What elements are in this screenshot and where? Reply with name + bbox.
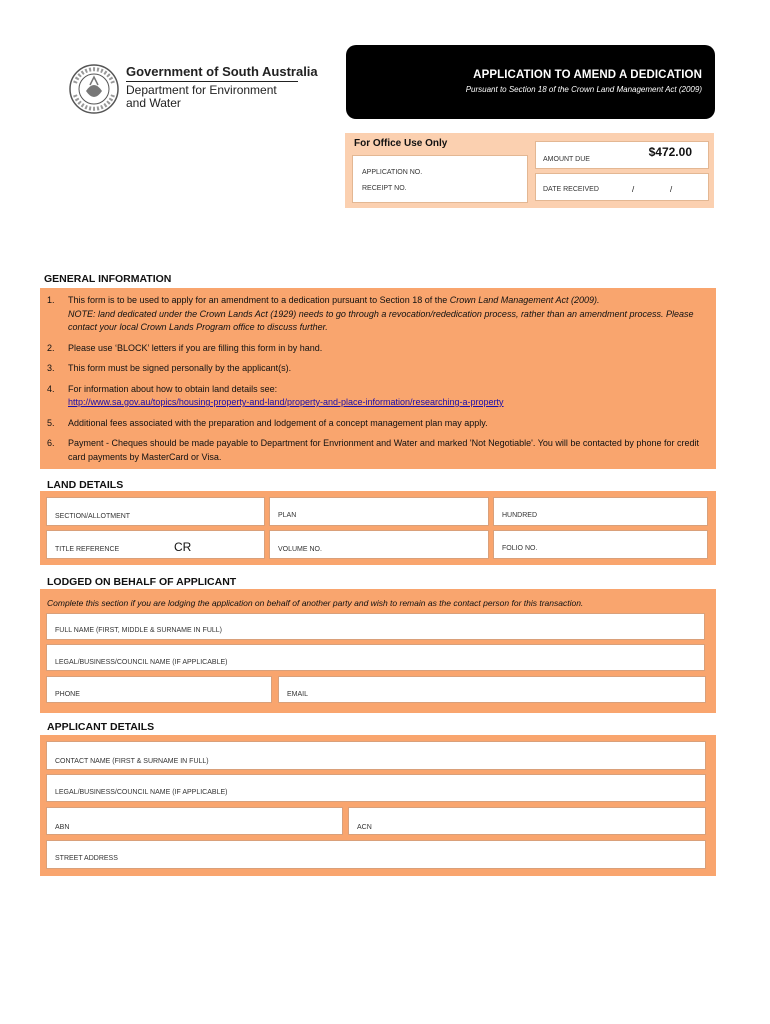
amount-due-label: AMOUNT DUE bbox=[543, 156, 590, 163]
section-allotment-label: SECTION/ALLOTMENT bbox=[55, 513, 131, 520]
receipt-no-label: RECEIPT NO. bbox=[362, 185, 407, 192]
list-item bbox=[47, 383, 708, 410]
general-information-panel bbox=[40, 288, 716, 469]
land-details-panel bbox=[40, 491, 716, 565]
phone-field[interactable] bbox=[46, 676, 272, 703]
list-text: For information about how to obtain land details see: bbox=[68, 383, 278, 394]
applicant-legal-name-field[interactable] bbox=[46, 774, 706, 802]
list-text-italic: Crown Land Management Act (2009). bbox=[449, 295, 600, 305]
section-allotment-field[interactable] bbox=[46, 497, 265, 526]
date-received-label: DATE RECEIVED bbox=[543, 186, 599, 193]
form-title: APPLICATION TO AMEND A DEDICATION bbox=[473, 69, 702, 81]
form-title-banner bbox=[346, 45, 715, 119]
list-number: 5. bbox=[47, 417, 55, 428]
list-text: This form is to be used to apply for an amendment to a dedication pursuant to Section 18 of the bbox=[68, 295, 450, 305]
acn-label: ACN bbox=[357, 824, 372, 831]
list-number: 4. bbox=[47, 383, 55, 394]
abn-field[interactable] bbox=[46, 807, 343, 835]
list-item bbox=[47, 342, 708, 356]
sa-government-seal-icon bbox=[68, 63, 120, 115]
list-item bbox=[47, 417, 708, 431]
list-note: NOTE: land dedicated under the Crown Lands Act (1929) needs to go through a revocation/rededication process, rather than an amendment process. Please contact your local Crown Lands Program office to discuss further. bbox=[68, 308, 694, 332]
date-separator: / bbox=[670, 185, 673, 194]
legal-business-name-field[interactable] bbox=[46, 644, 705, 671]
list-number: 2. bbox=[47, 342, 55, 353]
volume-label: VOLUME NO. bbox=[278, 546, 322, 553]
acn-field[interactable] bbox=[348, 807, 706, 835]
government-name: Government of South Australia bbox=[126, 64, 318, 79]
applicant-details-panel bbox=[40, 735, 716, 876]
amount-due-field[interactable] bbox=[535, 141, 709, 169]
plan-label: PLAN bbox=[278, 512, 297, 519]
general-information-heading: GENERAL INFORMATION bbox=[44, 273, 172, 285]
list-text: This form must be signed personally by the applicant(s). bbox=[68, 363, 292, 373]
legal-business-name-label: LEGAL/BUSINESS/COUNCIL NAME (IF APPLICABLE) bbox=[55, 659, 228, 666]
application-no-label: APPLICATION NO. bbox=[362, 169, 423, 176]
lodged-on-behalf-heading: LODGED ON BEHALF OF APPLICANT bbox=[47, 576, 237, 588]
full-name-label: FULL NAME (FIRST, MIDDLE & SURNAME IN FULL) bbox=[55, 627, 222, 634]
folio-label: FOLIO NO. bbox=[502, 545, 538, 552]
list-text: Please use ‘BLOCK’ letters if you are filling this form in by hand. bbox=[68, 342, 323, 353]
lodged-note: Complete this section if you are lodging the application on behalf of another party and wish to remain as the contact person for this transaction. bbox=[47, 598, 584, 608]
street-address-label: STREET ADDRESS bbox=[55, 855, 118, 862]
form-subtitle: Pursuant to Section 18 of the Crown Land Management Act (2009) bbox=[465, 85, 702, 94]
list-item bbox=[47, 362, 708, 376]
department-line-2: and Water bbox=[126, 96, 181, 110]
title-reference-field[interactable] bbox=[46, 530, 265, 559]
land-details-heading: LAND DETAILS bbox=[47, 479, 124, 491]
list-item bbox=[47, 437, 708, 464]
abn-label: ABN bbox=[55, 824, 70, 831]
hundred-label: HUNDRED bbox=[502, 512, 537, 519]
land-details-link[interactable]: http://www.sa.gov.au/topics/housing-property-and-land/property-and-place-information/researching-a-property bbox=[68, 397, 504, 407]
hundred-field[interactable] bbox=[493, 497, 708, 526]
applicant-legal-name-label: LEGAL/BUSINESS/COUNCIL NAME (IF APPLICABLE) bbox=[55, 789, 228, 796]
contact-name-field[interactable] bbox=[46, 741, 706, 770]
list-number: 3. bbox=[47, 363, 55, 373]
department-name bbox=[126, 84, 277, 110]
list-number: 1. bbox=[47, 295, 55, 305]
department-line-1: Department for Environment bbox=[126, 83, 277, 97]
office-application-box[interactable] bbox=[352, 155, 528, 203]
amount-due-value: $472.00 bbox=[648, 145, 692, 159]
date-separator: / bbox=[632, 185, 635, 194]
logo-divider bbox=[126, 81, 298, 82]
volume-field[interactable] bbox=[269, 530, 489, 559]
email-label: EMAIL bbox=[287, 691, 309, 698]
list-number: 6. bbox=[47, 438, 55, 448]
email-field[interactable] bbox=[278, 676, 706, 703]
street-address-field[interactable] bbox=[46, 840, 706, 869]
title-reference-label: TITLE REFERENCE bbox=[55, 546, 120, 553]
plan-field[interactable] bbox=[269, 497, 489, 526]
folio-field[interactable] bbox=[493, 530, 708, 559]
office-use-panel bbox=[345, 133, 714, 208]
office-use-title: For Office Use Only bbox=[354, 138, 448, 149]
lodged-on-behalf-panel bbox=[40, 589, 716, 713]
full-name-field[interactable] bbox=[46, 613, 705, 640]
title-reference-value: CR bbox=[174, 540, 192, 554]
date-received-field[interactable] bbox=[535, 173, 709, 201]
applicant-details-heading: APPLICANT DETAILS bbox=[47, 721, 155, 733]
list-item bbox=[47, 294, 708, 335]
phone-label: PHONE bbox=[55, 691, 80, 698]
list-text: Payment - Cheques should be made payable to Department for Envrionment and Water and marked 'Not Negotiable'. You will be contacted by phone for credit card payments by MasterCard or Visa. bbox=[68, 438, 699, 462]
contact-name-label: CONTACT NAME (FIRST & SURNAME IN FULL) bbox=[55, 758, 209, 765]
list-text: Additional fees associated with the preparation and lodgement of a concept management plan may apply. bbox=[68, 417, 488, 428]
